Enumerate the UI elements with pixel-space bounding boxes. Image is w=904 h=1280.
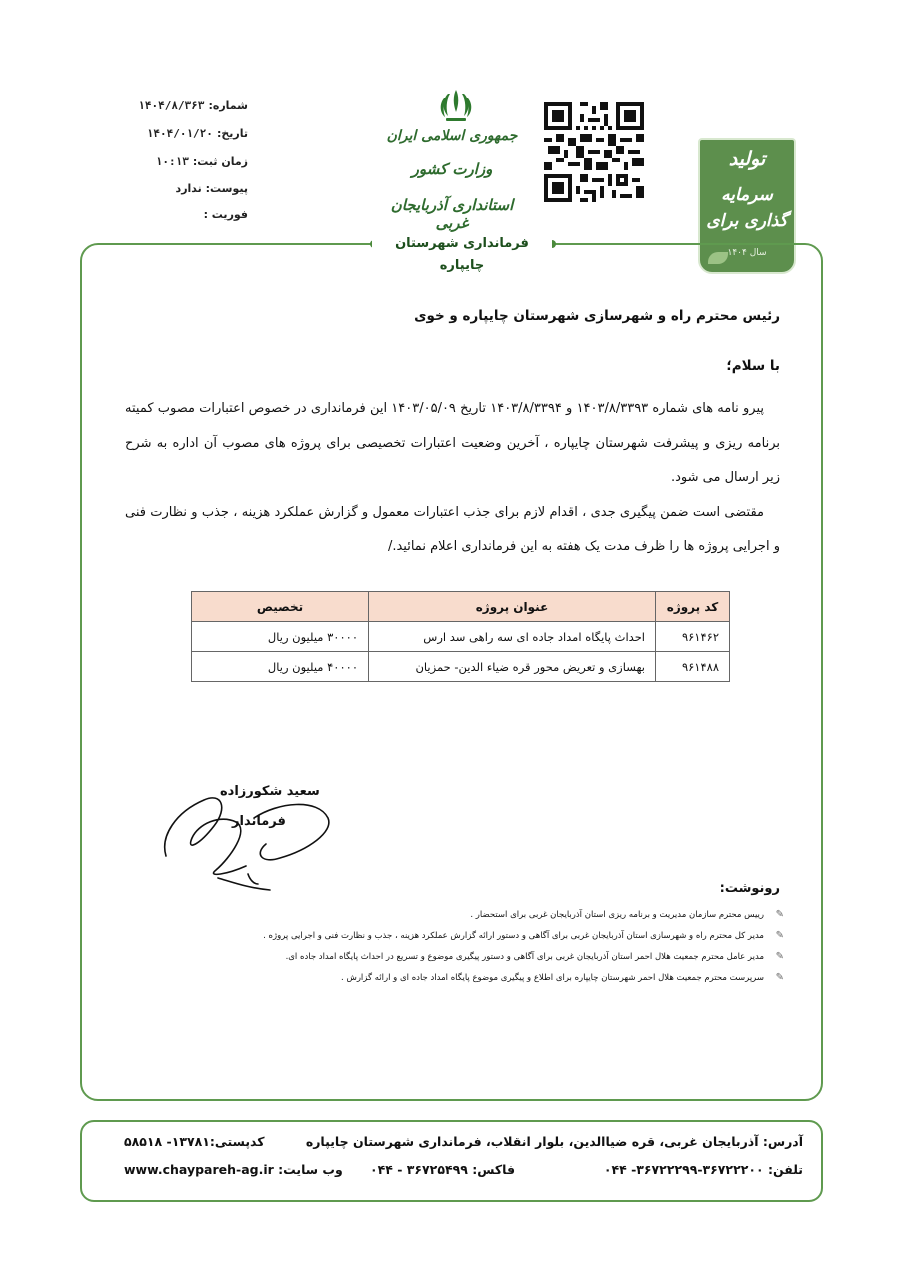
footer-website	[124, 1162, 343, 1177]
cc-recipient: مدیر کل محترم راه و شهرسازی استان آذربایجان غربی برای آگاهی و دستور ارائه گزارش عملکرد هزینه ، جذب و نظارت فنی و اجرایی پروژه .	[263, 931, 764, 941]
registration-time	[138, 148, 248, 176]
letter-paragraph-1: پیرو نامه های شماره ۱۴۰۳/۸/۳۳۹۳ و ۱۴۰۳/۸/۳۳۹۴ تاریخ ۱۴۰۳/۰۵/۰۹ این فرمانداری در خصوص اعتبارات مصوب کمیته برنامه ریزی و پیشرفت شهرستان چایپاره ، آخرین وضعیت اعتبارات تخصیصی برای پروژه های مصوب آن اداره به شرح زیر ارسال می شود.	[125, 401, 780, 485]
project-code: ۹۶۱۴۶۲	[656, 622, 730, 652]
footer-fax: فاکس: ۳۶۷۲۵۴۹۹ - ۰۴۴	[370, 1162, 516, 1177]
cc-title: رونوشت:	[719, 881, 780, 896]
header-republic: جمهوری اسلامی ایران	[386, 128, 518, 144]
project-title: بهسازی و تعریض محور قره ضیاء الدین- حمزیان	[369, 652, 656, 682]
badge-slogan-line2: سرمایه گذاری برای	[706, 185, 788, 231]
letter-meta	[138, 92, 248, 228]
pen-icon: ✎	[775, 930, 784, 941]
project-allocation-table	[191, 591, 730, 682]
list-item	[154, 925, 784, 946]
column-header-title: عنوان پروژه	[369, 592, 656, 622]
column-header-code: کد پروژه	[656, 592, 730, 622]
cc-recipient: مدیر عامل محترم جمعیت هلال احمر استان آذربایجان غربی برای آگاهی و دستور پیگیری موضوع و تسریع در احداث پایگاه امداد جاده ای.	[285, 952, 764, 962]
list-item	[154, 946, 784, 967]
attachment-status: پیوست: ندارد	[175, 182, 248, 195]
header-ministry: وزارت کشور	[411, 160, 493, 178]
iran-emblem-icon	[436, 86, 476, 126]
table-header-row	[192, 592, 730, 622]
list-item	[154, 904, 784, 925]
letter-paragraph-2: مقتضی است ضمن پیگیری جدی ، اقدام لازم برای جذب اعتبارات معمول و گزارش عملکرد هزینه ، جذب و نظارت فنی و اجرایی پروژه ها را ظرف مدت یک هفته به این فرمانداری اعلام نمائید./	[125, 504, 780, 554]
column-header-allocation: تخصیص	[192, 592, 369, 622]
letter-date-value: ۱۴۰۴/۰۱/۲۰	[146, 127, 213, 140]
office-title: فرمانداری شهرستان چایپاره	[372, 233, 552, 255]
footer-address: آدرس: آذربایجان غربی، قره ضیاالدین، بلوار انقلاب، فرمانداری شهرستان چایپاره	[305, 1134, 803, 1149]
qr-code	[544, 102, 644, 202]
urgency-label: فوریت :	[203, 208, 248, 221]
letter-addressee: رئیس محترم راه و شهرسازی شهرستان چایپاره و خوی	[414, 308, 780, 324]
letter-greeting: با سلام؛	[726, 358, 780, 374]
signatory-name: سعید شکورزاده	[220, 784, 320, 799]
website-link[interactable]: www.chaypareh-ag.ir	[124, 1162, 274, 1177]
footer-postal-code: کدپستی:۱۳۷۸۱- ۵۸۵۱۸	[124, 1134, 265, 1149]
registration-time-label: زمان ثبت:	[192, 155, 248, 168]
badge-year: سال ۱۴۰۴	[727, 248, 767, 258]
project-allocation: ۳۰۰۰۰ میلیون ریال	[192, 622, 369, 652]
table-row	[192, 652, 730, 682]
pen-icon: ✎	[775, 951, 784, 962]
badge-slogan-line1: تولید	[728, 148, 766, 170]
letter-body	[125, 392, 780, 565]
footer-phone: تلفن: ۳۶۷۲۲۲۰۰-۳۶۷۲۲۲۹۹- ۰۴۴	[603, 1162, 803, 1177]
cc-recipient: سرپرست محترم جمعیت هلال احمر شهرستان چایپاره برای اطلاع و پیگیری موضوع پایگاه امداد جاده ای و ارائه گزارش .	[341, 973, 764, 983]
cc-list	[154, 904, 784, 988]
letter-date-label: تاریخ:	[216, 127, 248, 140]
signatory-title: فرماندار	[232, 814, 286, 829]
letter-footer	[80, 1120, 823, 1202]
footer-website-label: وب سایت:	[278, 1162, 343, 1177]
letter-number-label: شماره:	[208, 99, 248, 112]
project-title: احداث پایگاه امداد جاده ای سه راهی سد ارس	[369, 622, 656, 652]
table-row	[192, 622, 730, 652]
cc-recipient: رییس محترم سازمان مدیریت و برنامه ریزی استان آذربایجان غربی برای استحضار .	[470, 910, 764, 920]
project-allocation: ۴۰۰۰۰ میلیون ریال	[192, 652, 369, 682]
letter-date	[138, 120, 248, 148]
list-item	[154, 967, 784, 988]
project-code: ۹۶۱۴۸۸	[656, 652, 730, 682]
pen-icon: ✎	[775, 909, 784, 920]
pen-icon: ✎	[775, 972, 784, 983]
header-province: استانداری آذربایجان غربی	[390, 196, 514, 232]
letter-number-value: ۱۴۰۴/۸/۳۶۳	[138, 99, 205, 112]
letter-number	[138, 92, 248, 120]
registration-time-value: ۱۰:۱۳	[155, 155, 189, 168]
